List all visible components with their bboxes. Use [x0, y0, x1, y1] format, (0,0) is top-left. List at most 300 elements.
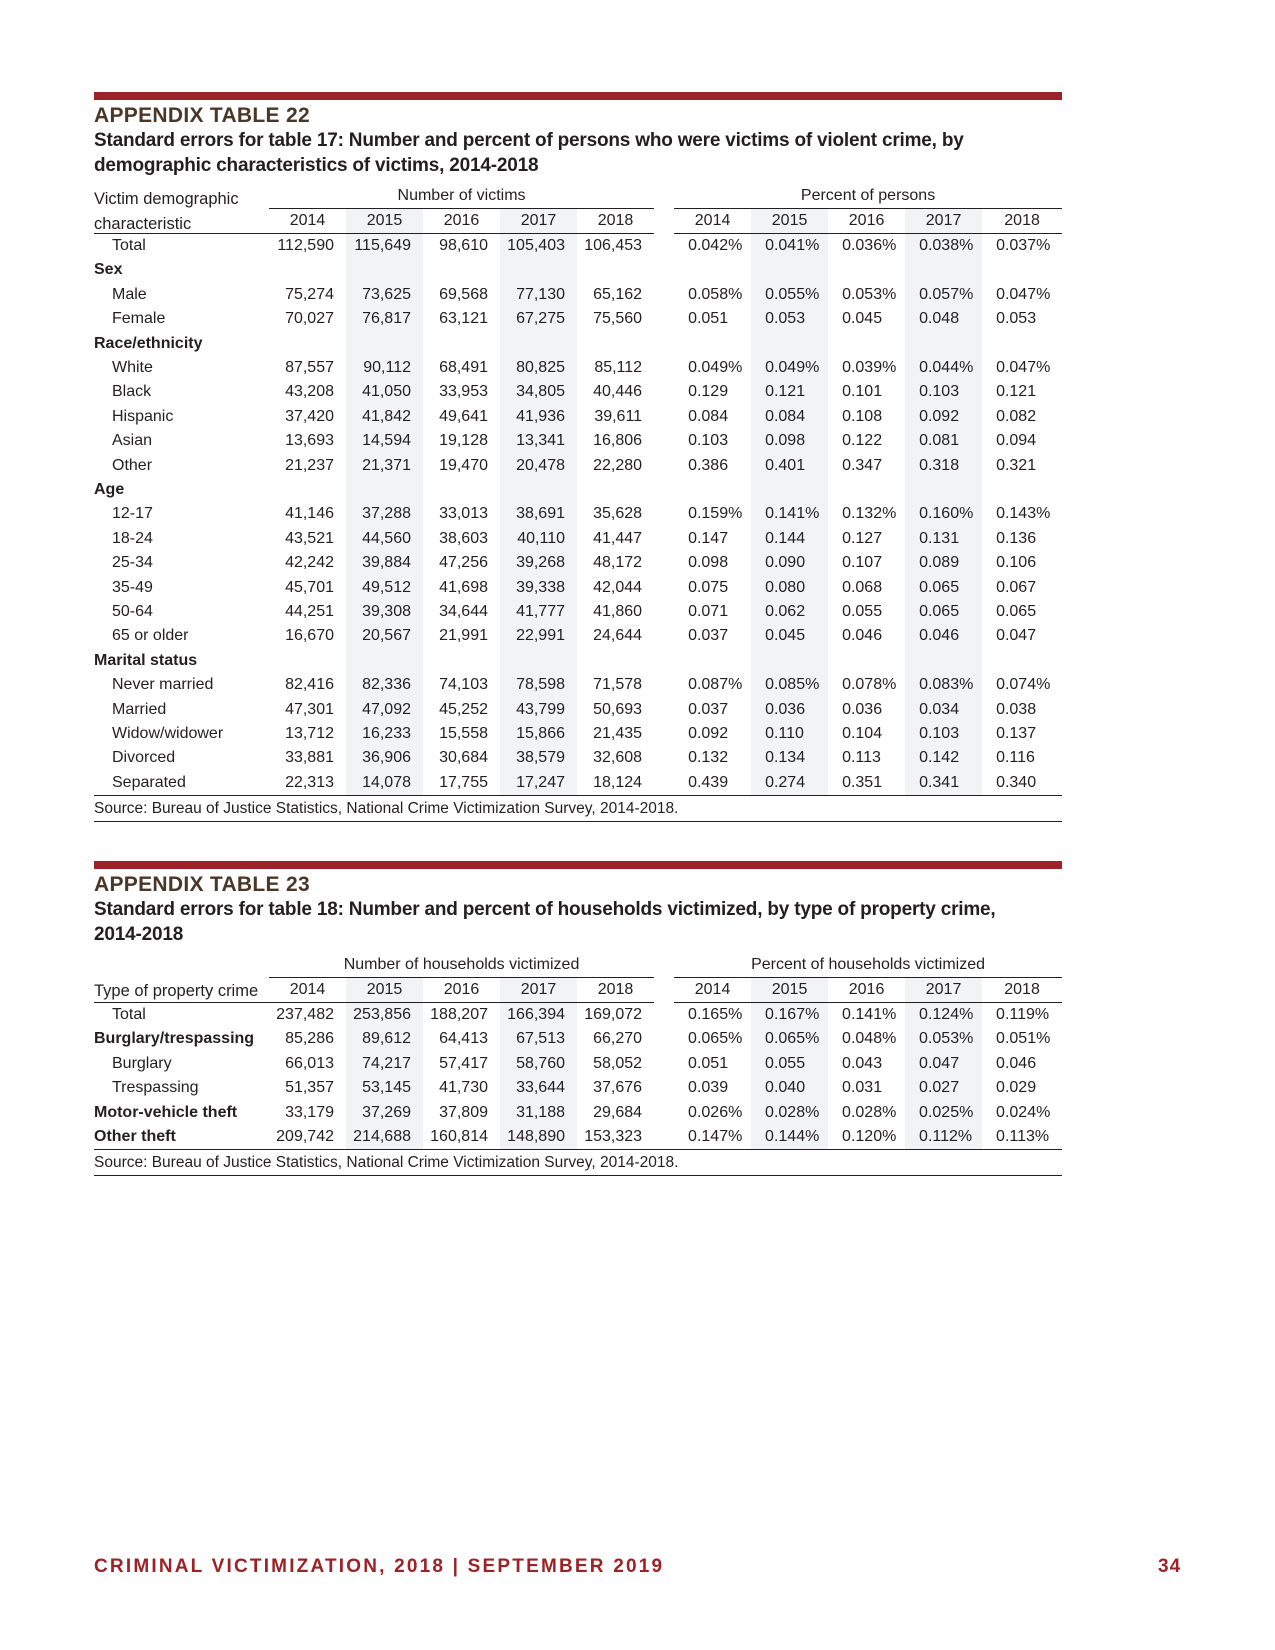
number-cell: 66,270 [593, 1030, 643, 1048]
number-cell: 78,598 [500, 673, 577, 697]
number-cell [577, 478, 654, 502]
number-cell: 16,806 [593, 432, 643, 450]
percent-cell: 0.045 [751, 624, 828, 648]
percent-cell: 0.101 [842, 383, 883, 401]
percent-cell [905, 331, 982, 355]
row-label: 25-34 [112, 554, 153, 572]
number-cell: 75,274 [285, 285, 334, 303]
number-cell: 58,760 [500, 1052, 577, 1076]
table-row [94, 356, 1062, 380]
number-cell: 40,446 [593, 383, 643, 401]
group-number-header: Number of households victimized [269, 953, 654, 977]
number-cell [346, 331, 423, 355]
percent-cell [982, 649, 1062, 673]
percent-cell: 0.112% [905, 1125, 982, 1150]
number-cell: 49,641 [439, 407, 488, 425]
number-cell: 38,603 [439, 529, 488, 547]
percent-cell: 0.110 [751, 722, 828, 746]
percent-cell: 0.037% [996, 237, 1051, 255]
number-cell: 31,188 [500, 1100, 577, 1124]
number-cell: 15,866 [500, 722, 577, 746]
percent-cell [905, 478, 982, 502]
number-cell: 47,301 [285, 700, 334, 718]
table-row [94, 697, 1062, 721]
number-cell: 39,611 [594, 407, 643, 425]
number-cell: 47,256 [439, 554, 488, 572]
number-cell: 41,447 [593, 529, 643, 547]
number-cell: 24,644 [593, 627, 643, 645]
percent-cell: 0.160% [905, 502, 982, 526]
number-cell: 13,341 [500, 429, 577, 453]
table-title: Standard errors for table 17: Number and percent of persons who were victims of violent crime, by demographic characteristics of victims, 2014-2018 [94, 130, 964, 176]
number-cell [346, 478, 423, 502]
number-cell [423, 258, 500, 282]
number-cell: 188,207 [430, 1006, 488, 1024]
table-row [94, 770, 1062, 795]
year-header: 2016 [423, 208, 500, 233]
percent-cell: 0.122 [842, 432, 883, 450]
percent-cell: 0.119% [996, 1006, 1050, 1024]
percent-cell: 0.029 [996, 1079, 1037, 1097]
year-header: 2014 [674, 977, 751, 1002]
percent-cell: 0.121 [751, 380, 828, 404]
table-row [94, 307, 1062, 331]
percent-cell: 0.053% [842, 285, 897, 303]
table-row [94, 1076, 1062, 1100]
footer-publication: CRIMINAL VICTIMIZATION, 2018 | SEPTEMBER 2019 [94, 1556, 665, 1577]
row-label: Burglary [112, 1054, 172, 1072]
number-cell: 80,825 [500, 356, 577, 380]
percent-cell: 0.024% [996, 1103, 1051, 1121]
percent-cell: 0.049% [688, 359, 743, 377]
percent-cell: 0.132% [842, 505, 897, 523]
number-cell: 37,269 [346, 1100, 423, 1124]
percent-cell: 0.083% [905, 673, 982, 697]
appendix-table-23 [94, 861, 1062, 1176]
number-cell: 47,092 [346, 697, 423, 721]
number-cell [500, 331, 577, 355]
percent-cell [751, 478, 828, 502]
percent-cell: 0.131 [905, 527, 982, 551]
number-cell: 209,742 [269, 1125, 346, 1150]
number-cell: 22,313 [269, 770, 346, 795]
number-cell: 33,953 [439, 383, 488, 401]
data-table [94, 184, 1062, 796]
number-cell: 37,809 [439, 1103, 488, 1121]
percent-cell: 0.046 [842, 627, 883, 645]
number-cell: 19,470 [439, 456, 488, 474]
number-cell: 39,268 [500, 551, 577, 575]
row-label: White [112, 359, 153, 377]
table-row [94, 283, 1062, 307]
group-header-row [94, 953, 1062, 977]
percent-cell: 0.042% [688, 237, 743, 255]
number-cell: 50,693 [593, 700, 643, 718]
number-cell: 17,755 [423, 770, 500, 795]
percent-cell: 0.062 [751, 600, 828, 624]
number-cell: 43,521 [285, 529, 334, 547]
section-header-row [94, 478, 1062, 502]
number-cell: 34,644 [439, 602, 488, 620]
percent-cell: 0.040 [751, 1076, 828, 1100]
table-row [94, 551, 1062, 575]
number-cell: 44,251 [285, 602, 334, 620]
percent-cell: 0.028% [751, 1100, 828, 1124]
percent-cell: 0.087% [688, 676, 743, 694]
table-row [94, 746, 1062, 770]
number-cell: 33,013 [439, 505, 488, 523]
percent-cell: 0.036% [842, 237, 897, 255]
percent-cell: 0.041% [751, 233, 828, 258]
number-cell: 82,416 [285, 676, 334, 694]
percent-cell: 0.147 [688, 529, 729, 547]
year-header: 2018 [982, 208, 1062, 233]
number-cell: 14,078 [346, 770, 423, 795]
number-cell: 21,237 [285, 456, 334, 474]
number-cell: 33,644 [500, 1076, 577, 1100]
percent-cell: 0.092 [905, 405, 982, 429]
year-header: 2014 [269, 977, 346, 1002]
year-header: 2017 [905, 208, 982, 233]
number-cell: 51,357 [285, 1079, 334, 1097]
percent-cell: 0.047% [996, 359, 1051, 377]
percent-cell: 0.058% [688, 285, 743, 303]
number-cell: 39,884 [346, 551, 423, 575]
number-cell [577, 331, 654, 355]
number-cell: 48,172 [593, 554, 643, 572]
number-cell: 69,568 [439, 285, 488, 303]
percent-cell: 0.038% [905, 233, 982, 258]
percent-cell: 0.049% [751, 356, 828, 380]
table-row [94, 405, 1062, 429]
table-row [94, 600, 1062, 624]
row-label: Trespassing [112, 1079, 199, 1097]
table-row [94, 1125, 1062, 1150]
number-cell: 67,275 [500, 307, 577, 331]
number-cell: 41,842 [346, 405, 423, 429]
number-cell: 87,557 [285, 359, 334, 377]
number-cell: 105,403 [500, 233, 577, 258]
number-cell: 29,684 [593, 1103, 643, 1121]
percent-cell: 0.039% [842, 359, 897, 377]
percent-cell: 0.351 [828, 770, 905, 795]
number-cell: 45,701 [285, 578, 334, 596]
number-cell: 115,649 [346, 233, 423, 258]
number-cell: 42,044 [593, 578, 643, 596]
row-label: Marital status [94, 651, 198, 669]
percent-cell: 0.159% [688, 505, 743, 523]
percent-cell: 0.046 [905, 624, 982, 648]
row-label: Other theft [94, 1125, 269, 1150]
percent-cell: 0.078% [842, 676, 897, 694]
number-cell: 43,208 [285, 383, 334, 401]
number-cell [269, 258, 346, 282]
percent-cell: 0.081 [905, 429, 982, 453]
percent-cell: 0.132 [688, 749, 729, 767]
percent-cell: 0.055% [751, 283, 828, 307]
percent-cell: 0.103 [905, 380, 982, 404]
percent-cell: 0.092 [688, 724, 729, 742]
number-cell: 41,698 [439, 578, 488, 596]
percent-cell: 0.025% [905, 1100, 982, 1124]
percent-cell: 0.386 [688, 456, 729, 474]
year-header: 2014 [269, 208, 346, 233]
number-cell: 45,252 [439, 700, 488, 718]
percent-cell: 0.037 [688, 700, 729, 718]
year-header: 2018 [982, 977, 1062, 1002]
percent-cell: 0.034 [905, 697, 982, 721]
row-label: 18-24 [112, 529, 153, 547]
percent-cell: 0.439 [674, 770, 751, 795]
number-cell [423, 331, 500, 355]
percent-cell: 0.047% [996, 285, 1051, 303]
percent-cell: 0.051% [996, 1030, 1051, 1048]
table-row [94, 453, 1062, 477]
number-cell: 35,628 [593, 505, 643, 523]
number-cell: 38,691 [500, 502, 577, 526]
percent-cell: 0.120% [828, 1125, 905, 1150]
number-cell: 20,478 [500, 453, 577, 477]
percent-cell: 0.053 [996, 310, 1037, 328]
table-title: Standard errors for table 18: Number and percent of households victimized, by type of property crime, 2014-2018 [94, 899, 996, 945]
year-header: 2017 [500, 208, 577, 233]
column-label-head: Victim demographic [94, 190, 239, 209]
number-cell: 70,027 [285, 310, 334, 328]
year-header: 2015 [346, 977, 423, 1002]
percent-cell: 0.098 [688, 554, 729, 572]
number-cell: 67,513 [500, 1027, 577, 1051]
group-percent-header: Percent of persons [674, 184, 1062, 208]
percent-cell [905, 258, 982, 282]
percent-cell [674, 649, 751, 673]
number-cell [269, 331, 346, 355]
number-cell: 44,560 [346, 527, 423, 551]
number-cell: 63,121 [439, 310, 488, 328]
number-cell: 253,856 [346, 1002, 423, 1027]
percent-cell: 0.027 [905, 1076, 982, 1100]
percent-cell: 0.065 [905, 600, 982, 624]
year-header-row [94, 977, 1062, 1002]
percent-cell: 0.341 [905, 770, 982, 795]
number-cell: 40,110 [500, 527, 577, 551]
number-cell: 19,128 [439, 432, 488, 450]
number-cell: 77,130 [500, 283, 577, 307]
percent-cell [751, 331, 828, 355]
number-cell: 85,112 [594, 359, 643, 377]
number-cell: 33,881 [285, 749, 334, 767]
number-cell: 14,594 [346, 429, 423, 453]
number-cell: 65,162 [593, 285, 643, 303]
percent-cell: 0.075 [688, 578, 729, 596]
percent-cell: 0.047 [905, 1052, 982, 1076]
percent-cell: 0.103 [688, 432, 729, 450]
row-label: Motor-vehicle theft [94, 1103, 238, 1121]
percent-cell: 0.080 [751, 575, 828, 599]
percent-cell: 0.124% [905, 1002, 982, 1027]
percent-cell: 0.068 [842, 578, 883, 596]
number-cell: 98,610 [439, 237, 488, 255]
row-label: Never married [112, 676, 214, 694]
row-label: Burglary/trespassing [94, 1030, 255, 1048]
number-cell: 39,338 [500, 575, 577, 599]
number-cell [500, 258, 577, 282]
table-row [94, 673, 1062, 697]
number-cell: 41,730 [439, 1079, 488, 1097]
table-row [94, 1002, 1062, 1027]
percent-cell: 0.142 [905, 746, 982, 770]
row-label: 35-49 [112, 578, 153, 596]
percent-cell: 0.104 [842, 724, 883, 742]
percent-cell: 0.053% [905, 1027, 982, 1051]
percent-cell: 0.106 [996, 554, 1037, 572]
percent-cell [828, 331, 905, 355]
percent-cell: 0.074% [996, 676, 1051, 694]
percent-cell: 0.053 [751, 307, 828, 331]
number-cell [269, 649, 346, 673]
percent-cell: 0.143% [996, 505, 1051, 523]
percent-cell [828, 649, 905, 673]
percent-cell [674, 258, 751, 282]
percent-cell: 0.103 [905, 722, 982, 746]
percent-cell: 0.127 [842, 529, 883, 547]
table-top-rule [94, 92, 1062, 100]
year-header: 2015 [751, 208, 828, 233]
row-label: 12-17 [112, 505, 153, 523]
number-cell: 39,308 [346, 600, 423, 624]
percent-cell: 0.134 [751, 746, 828, 770]
table-row [94, 1027, 1062, 1051]
number-cell: 16,233 [346, 722, 423, 746]
percent-cell: 0.055 [751, 1052, 828, 1076]
percent-cell: 0.051 [688, 310, 729, 328]
percent-cell: 0.048 [905, 307, 982, 331]
percent-cell: 0.043 [842, 1054, 883, 1072]
year-header: 2016 [423, 977, 500, 1002]
percent-cell: 0.121 [996, 383, 1037, 401]
table-row [94, 1100, 1062, 1124]
section-header-row [94, 258, 1062, 282]
number-cell: 76,817 [346, 307, 423, 331]
percent-cell: 0.038 [996, 700, 1037, 718]
number-cell: 75,560 [593, 310, 643, 328]
number-cell: 166,394 [500, 1002, 577, 1027]
percent-cell: 0.071 [688, 602, 729, 620]
number-cell: 30,684 [439, 749, 488, 767]
number-cell [423, 649, 500, 673]
percent-cell: 0.318 [905, 453, 982, 477]
percent-cell: 0.089 [905, 551, 982, 575]
number-cell: 85,286 [285, 1030, 334, 1048]
number-cell: 22,991 [500, 624, 577, 648]
row-label: Black [112, 383, 152, 401]
percent-cell: 0.090 [751, 551, 828, 575]
percent-cell: 0.107 [842, 554, 883, 572]
percent-cell [674, 478, 751, 502]
percent-cell: 0.065% [688, 1030, 743, 1048]
percent-cell: 0.167% [751, 1002, 828, 1027]
percent-cell: 0.347 [842, 456, 883, 474]
table-row [94, 1052, 1062, 1076]
source-note: Source: Bureau of Justice Statistics, National Crime Victimization Survey, 2014-2018. [94, 1150, 1062, 1176]
row-label: Race/ethnicity [94, 334, 203, 352]
percent-cell: 0.108 [842, 407, 883, 425]
percent-cell: 0.026% [688, 1103, 743, 1121]
number-cell: 106,453 [584, 237, 643, 255]
number-cell: 37,420 [285, 407, 334, 425]
number-cell: 36,906 [346, 746, 423, 770]
number-cell: 18,124 [577, 770, 654, 795]
percent-cell [751, 258, 828, 282]
number-cell: 148,890 [500, 1125, 577, 1150]
number-cell: 43,799 [500, 697, 577, 721]
percent-cell: 0.067 [996, 578, 1037, 596]
percent-cell [674, 331, 751, 355]
percent-cell: 0.065% [751, 1027, 828, 1051]
number-cell: 49,512 [346, 575, 423, 599]
table-label: APPENDIX TABLE 23 [94, 873, 310, 896]
number-cell: 89,612 [346, 1027, 423, 1051]
percent-cell: 0.048% [842, 1030, 897, 1048]
row-label: Female [112, 310, 166, 328]
number-cell [500, 478, 577, 502]
row-label: Total [112, 1006, 146, 1024]
percent-cell: 0.141% [842, 1006, 897, 1024]
number-cell [269, 478, 346, 502]
percent-cell: 0.401 [751, 453, 828, 477]
percent-cell: 0.084 [751, 405, 828, 429]
percent-cell: 0.147% [674, 1125, 751, 1150]
percent-cell: 0.116 [996, 749, 1035, 767]
group-percent-header: Percent of households victimized [674, 953, 1062, 977]
year-header: 2018 [577, 977, 654, 1002]
row-label: 65 or older [112, 627, 189, 645]
row-label: Age [94, 480, 125, 498]
number-cell [577, 649, 654, 673]
percent-cell: 0.082 [996, 407, 1037, 425]
number-cell: 68,491 [439, 359, 488, 377]
year-header-row [94, 208, 1062, 233]
section-header-row [94, 331, 1062, 355]
number-cell: 71,578 [593, 676, 643, 694]
number-cell: 74,217 [346, 1052, 423, 1076]
section-header-row [94, 649, 1062, 673]
table-row [94, 233, 1062, 258]
percent-cell: 0.144 [751, 527, 828, 551]
group-header-row [94, 184, 1062, 208]
number-cell: 38,579 [500, 746, 577, 770]
percent-cell: 0.340 [982, 770, 1062, 795]
percent-cell: 0.045 [842, 310, 883, 328]
table-top-rule [94, 861, 1062, 869]
percent-cell: 0.136 [996, 529, 1037, 547]
year-header: 2015 [346, 208, 423, 233]
percent-cell: 0.144% [751, 1125, 828, 1150]
percent-cell: 0.057% [905, 283, 982, 307]
row-label: Male [112, 285, 147, 303]
percent-cell: 0.051 [688, 1054, 729, 1072]
row-label: Other [112, 456, 153, 474]
percent-cell: 0.046 [996, 1054, 1037, 1072]
percent-cell: 0.044% [905, 356, 982, 380]
percent-cell [982, 331, 1062, 355]
appendix-table-22 [94, 92, 1062, 822]
percent-cell: 0.065 [996, 602, 1037, 620]
row-label: Asian [112, 432, 153, 450]
table-row [94, 575, 1062, 599]
number-cell: 169,072 [584, 1006, 643, 1024]
number-cell: 112,590 [277, 237, 334, 255]
number-cell: 57,417 [439, 1054, 488, 1072]
